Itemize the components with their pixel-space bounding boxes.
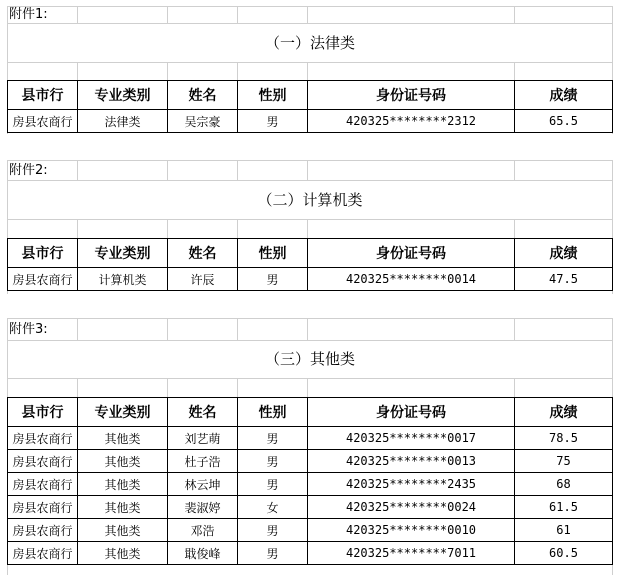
- table-row: [8, 450, 613, 473]
- col-header-id: 身份证号码: [308, 239, 515, 268]
- cell-score: 61: [515, 519, 613, 542]
- col-header-name: 姓名: [168, 239, 238, 268]
- col-header-bank: 县市行: [8, 239, 78, 268]
- section-title: （二）计算机类: [257, 191, 363, 209]
- cell-gender: 男: [238, 110, 308, 133]
- table-row: [8, 473, 613, 496]
- cell-name: 杜子浩: [168, 450, 238, 473]
- cell-id: 420325********0010: [308, 519, 515, 542]
- cell-id: 420325********0017: [308, 427, 515, 450]
- cell-name: 许辰: [168, 268, 238, 291]
- cell-score: 60.5: [515, 542, 613, 565]
- section-legal: [7, 0, 613, 134]
- section-title: （三）其他类: [264, 350, 355, 368]
- col-header-name: 姓名: [168, 81, 238, 110]
- attachment-label: 附件3:: [9, 322, 48, 337]
- cell-gender: 女: [238, 496, 308, 519]
- cell-bank: 房县农商行: [8, 110, 78, 133]
- cell-score: 68: [515, 473, 613, 496]
- cell-gender: 男: [238, 473, 308, 496]
- header-row: [8, 398, 613, 427]
- cell-category: 其他类: [78, 450, 168, 473]
- col-header-id: 身份证号码: [308, 81, 515, 110]
- cell-id: 420325********0024: [308, 496, 515, 519]
- col-header-bank: 县市行: [8, 81, 78, 110]
- cell-bank: 房县农商行: [8, 427, 78, 450]
- header-row: [8, 239, 613, 268]
- data-table: [7, 397, 613, 565]
- col-header-gender: 性别: [238, 239, 308, 268]
- cell-category: 其他类: [78, 473, 168, 496]
- cell-category: 其他类: [78, 427, 168, 450]
- cell-name: 邓浩: [168, 519, 238, 542]
- cell-id: 420325********2435: [308, 473, 515, 496]
- attachment-label: 附件2:: [9, 163, 48, 178]
- header-row: [8, 81, 613, 110]
- col-header-category: 专业类别: [78, 81, 168, 110]
- cell-category: 法律类: [78, 110, 168, 133]
- col-header-score: 成绩: [515, 398, 613, 427]
- table-row: [8, 542, 613, 565]
- col-header-id: 身份证号码: [308, 398, 515, 427]
- cell-score: 65.5: [515, 110, 613, 133]
- cell-category: 其他类: [78, 496, 168, 519]
- cell-score: 61.5: [515, 496, 613, 519]
- cell-gender: 男: [238, 450, 308, 473]
- cell-gender: 男: [238, 427, 308, 450]
- cell-gender: 男: [238, 519, 308, 542]
- section-other: [7, 318, 613, 575]
- cell-name: 戢俊峰: [168, 542, 238, 565]
- cell-bank: 房县农商行: [8, 450, 78, 473]
- attachment-label: 附件1:: [9, 7, 48, 22]
- cell-id: 420325********0013: [308, 450, 515, 473]
- cell-gender: 男: [238, 268, 308, 291]
- col-header-bank: 县市行: [8, 398, 78, 427]
- table-row: [8, 268, 613, 291]
- section-computer: [7, 160, 613, 294]
- cell-bank: 房县农商行: [8, 268, 78, 291]
- cell-bank: 房县农商行: [8, 473, 78, 496]
- cell-category: 其他类: [78, 542, 168, 565]
- data-table: [7, 80, 613, 133]
- cell-name: 刘艺萌: [168, 427, 238, 450]
- cell-score: 78.5: [515, 427, 613, 450]
- cell-score: 75: [515, 450, 613, 473]
- cell-category: 其他类: [78, 519, 168, 542]
- section-title: （一）法律类: [264, 34, 355, 52]
- col-header-gender: 性别: [238, 398, 308, 427]
- cell-score: 47.5: [515, 268, 613, 291]
- table-row: [8, 110, 613, 133]
- col-header-category: 专业类别: [78, 398, 168, 427]
- col-header-gender: 性别: [238, 81, 308, 110]
- cell-id: 420325********7011: [308, 542, 515, 565]
- table-row: [8, 496, 613, 519]
- cell-category: 计算机类: [78, 268, 168, 291]
- cell-name: 裴淑婷: [168, 496, 238, 519]
- table-row: [8, 427, 613, 450]
- cell-gender: 男: [238, 542, 308, 565]
- cell-bank: 房县农商行: [8, 542, 78, 565]
- data-table: [7, 238, 613, 291]
- cell-id: 420325********2312: [308, 110, 515, 133]
- cell-id: 420325********0014: [308, 268, 515, 291]
- cell-name: 吴宗豪: [168, 110, 238, 133]
- table-row: [8, 519, 613, 542]
- col-header-name: 姓名: [168, 398, 238, 427]
- col-header-score: 成绩: [515, 81, 613, 110]
- col-header-score: 成绩: [515, 239, 613, 268]
- col-header-category: 专业类别: [78, 239, 168, 268]
- cell-name: 林云坤: [168, 473, 238, 496]
- cell-bank: 房县农商行: [8, 519, 78, 542]
- cell-bank: 房县农商行: [8, 496, 78, 519]
